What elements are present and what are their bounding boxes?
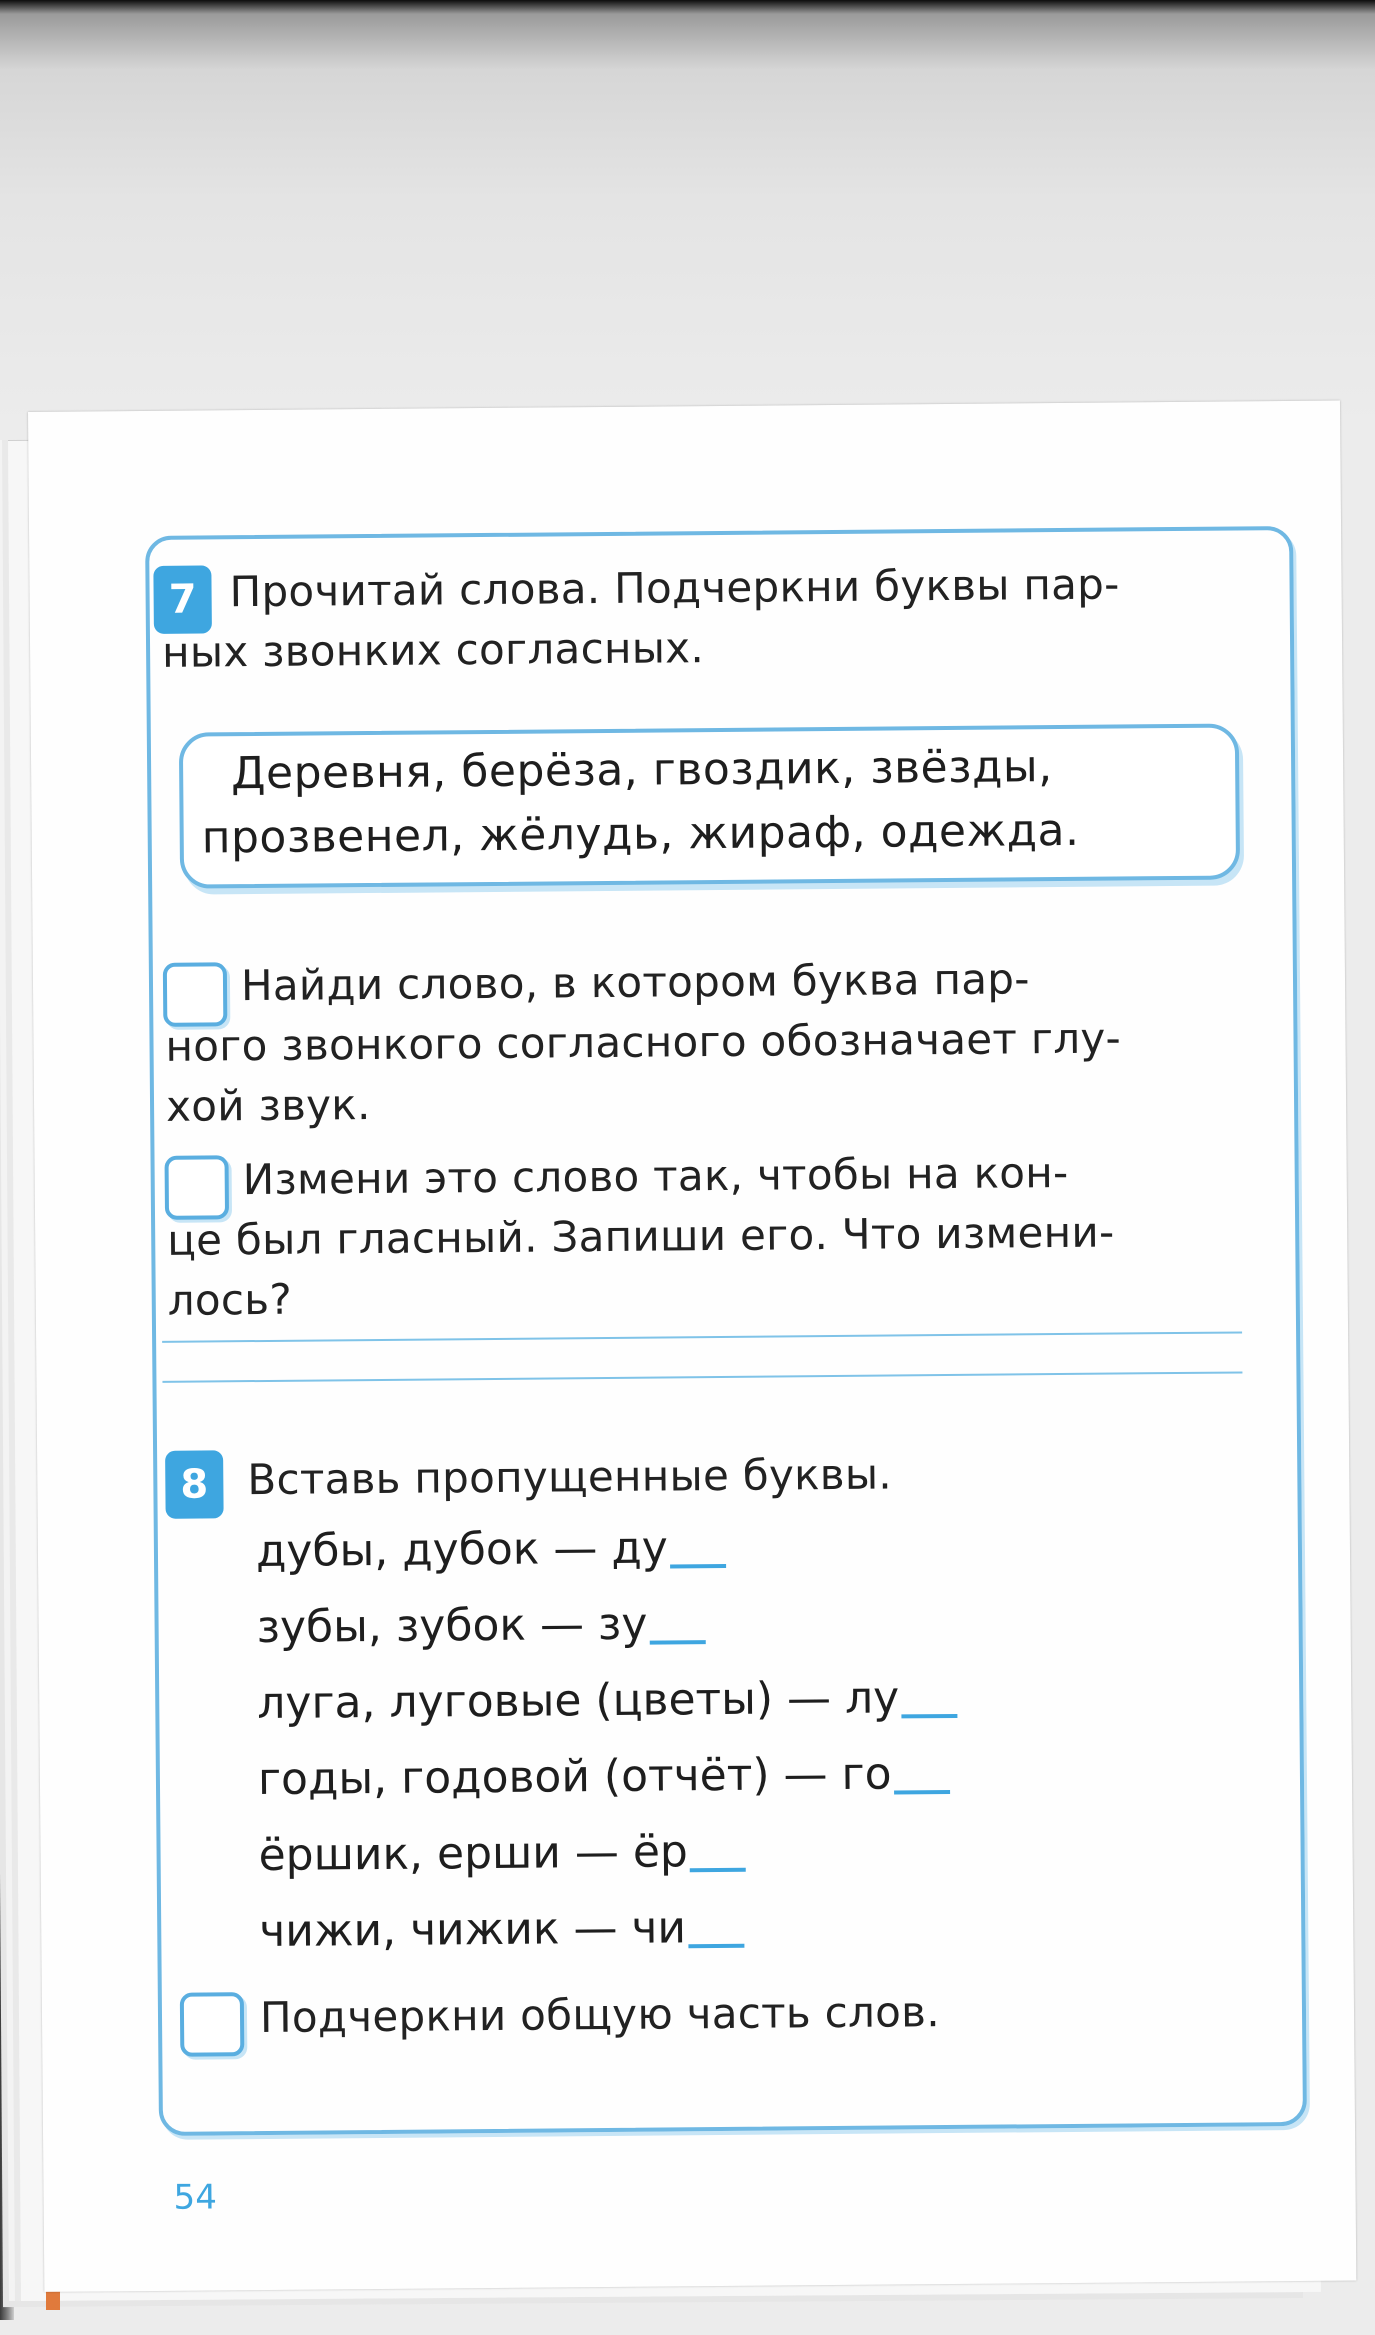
word-row-6 (259, 1902, 744, 1957)
subtask-2-line-3: лось? (167, 1274, 293, 1325)
task-8-instruction: Вставь пропущенные буквы. (247, 1449, 893, 1505)
workbook-page (28, 401, 1356, 2292)
word-list-box (179, 723, 1240, 888)
page-number: 54 (173, 2177, 218, 2218)
word-row-2-text: зубы, зубок — зу (256, 1598, 648, 1654)
word-row-5 (258, 1826, 746, 1881)
word-list-line-1: Деревня, берёза, гвоздик, звёзды, (230, 741, 1053, 800)
scanner-background (0, 0, 1375, 430)
final-subtask-instruction: Подчеркни общую часть слов. (259, 1987, 941, 2043)
word-row-2 (256, 1598, 705, 1653)
subtask-2-line-2: це был гласный. Запиши его. Что измени- (167, 1207, 1115, 1265)
word-row-1-blank[interactable] (670, 1564, 726, 1568)
word-row-4-text: годы, годовой (отчёт) — го (257, 1748, 892, 1806)
word-row-3-text: луга, луговые (цветы) — лу (257, 1672, 900, 1730)
word-row-3 (257, 1672, 957, 1729)
task-7-instruction-line-1: Прочитай слова. Подчеркни буквы пар- (229, 559, 1120, 617)
word-row-5-text: ёршик, ерши — ёр (258, 1826, 689, 1882)
word-row-6-text: чижи, чижик — чи (259, 1902, 687, 1958)
word-row-4-blank[interactable] (894, 1790, 950, 1794)
word-row-6-blank[interactable] (688, 1944, 744, 1948)
final-subtask-checkbox[interactable] (180, 1992, 245, 2057)
word-row-1 (256, 1522, 726, 1577)
word-row-3-blank[interactable] (901, 1714, 957, 1718)
subtask-2-line-1: Измени это слово так, чтобы на кон- (242, 1147, 1069, 1205)
subtask-1-line-3: хой звук. (165, 1080, 371, 1131)
word-row-4 (258, 1748, 950, 1805)
task-7-instruction-line-2: ных звонких согласных. (161, 623, 705, 677)
word-list-line-2: прозвенел, жёлудь, жираф, одежда. (201, 804, 1080, 864)
word-row-2-blank[interactable] (650, 1640, 706, 1644)
subtask-1-line-1: Найди слово, в котором буква пар- (240, 954, 1030, 1011)
word-row-5-blank[interactable] (690, 1868, 746, 1872)
task-8-number-badge: 8 (165, 1450, 224, 1519)
subtask-1-line-2: ного звонкого согласного обозначает глу- (165, 1013, 1122, 1071)
word-row-1-text: дубы, дубок — ду (255, 1522, 669, 1578)
task-7-number-badge: 7 (153, 565, 212, 634)
